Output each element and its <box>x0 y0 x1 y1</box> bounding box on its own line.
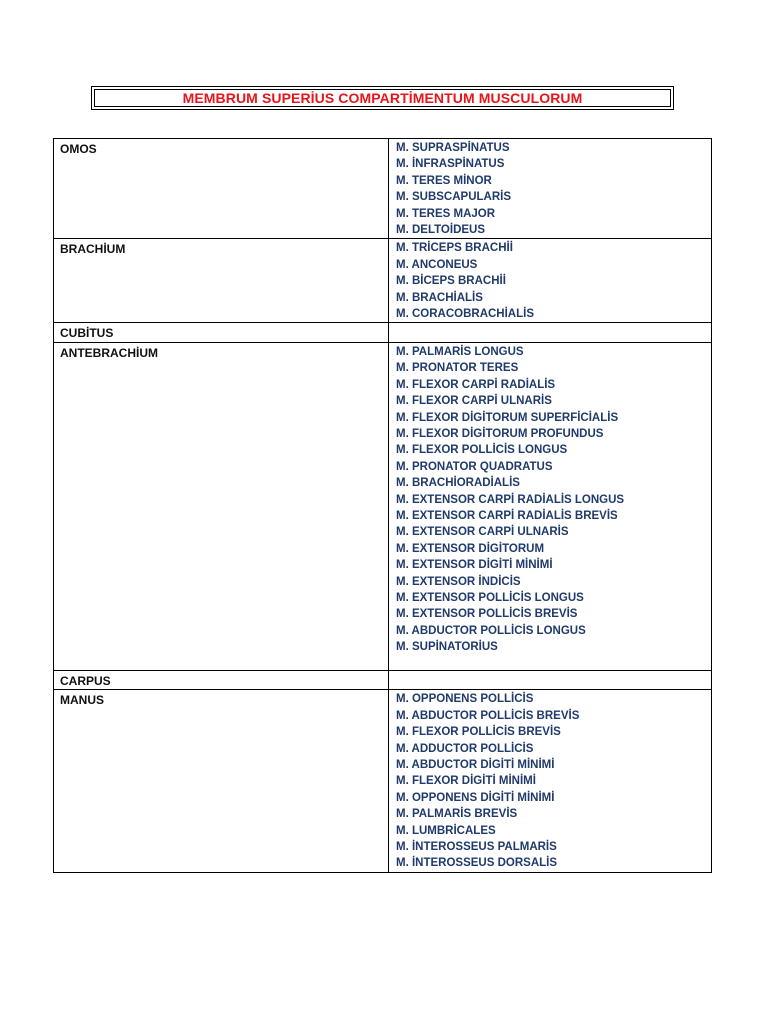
muscle-item: M. OPPONENS POLLİCİS <box>396 693 534 706</box>
region-cell <box>54 690 389 872</box>
muscle-table-body <box>54 139 712 873</box>
muscle-item: M. TERES MİNOR <box>396 174 492 187</box>
region-cell <box>54 239 389 323</box>
title-box-inner <box>94 89 671 107</box>
region-label: OMOS <box>60 142 97 156</box>
region-label: ANTEBRACHİUM <box>60 345 158 360</box>
muscle-item: M. ANCONEUS <box>396 258 478 271</box>
muscle-item: M. İNTEROSSEUS DORSALİS <box>396 857 558 870</box>
muscle-item: M. EXTENSOR DİGİTİ MİNİMİ <box>396 559 553 572</box>
muscle-item: M. SUPRASPİNATUS <box>396 142 510 154</box>
muscle-item: M. TERES MAJOR <box>396 207 496 220</box>
muscle-item: M. FLEXOR DİGİTORUM SUPERFİCİALİS <box>396 411 619 424</box>
muscle-item: M. SUPİNATORİUS <box>396 641 498 654</box>
muscle-item: M. EXTENSOR İNDİCİS <box>396 575 521 588</box>
region-label: CARPUS <box>60 673 111 688</box>
muscle-item: M. EXTENSOR CARPİ ULNARİS <box>396 526 569 539</box>
region-cell <box>54 323 389 342</box>
muscle-item: M. FLEXOR CARPİ RADİALİS <box>396 378 556 391</box>
muscle-item: M. FLEXOR DİGİTİ MİNİMİ <box>396 775 536 788</box>
muscle-item: M. ABDUCTOR POLLİCİS LONGUS <box>396 624 586 637</box>
muscle-list-cell <box>389 239 712 323</box>
muscle-item: M. EXTENSOR DİGİTORUM <box>396 542 545 555</box>
muscle-item: M. BİCEPS BRACHİİ <box>396 275 506 288</box>
muscle-item: M. BRACHİALİS <box>396 291 483 304</box>
muscle-item: M. BRACHİORADİALİS <box>396 477 520 490</box>
region-label: CUBİTUS <box>60 326 114 341</box>
muscle-item: M. PRONATOR TERES <box>396 362 519 375</box>
muscle-item: M. EXTENSOR CARPİ RADİALİS LONGUS <box>396 493 625 506</box>
table-row <box>54 670 712 689</box>
muscle-item: M. LUMBRİCALES <box>396 824 496 837</box>
table-row <box>54 139 712 239</box>
muscle-table <box>53 138 712 873</box>
muscle-item: M. İNTEROSSEUS PALMARİS <box>396 840 557 853</box>
region-cell <box>54 670 389 689</box>
muscle-item: M. ABDUCTOR DİGİTİ MİNİMİ <box>396 758 555 771</box>
region-label: MANUS <box>60 693 104 708</box>
muscle-item: M. DELTOİDEUS <box>396 224 486 237</box>
muscle-list-cell <box>389 139 712 239</box>
muscle-item: M. TRİCEPS BRACHİİ <box>396 242 513 255</box>
muscle-item: M. FLEXOR CARPİ ULNARİS <box>396 395 552 408</box>
title-box <box>91 86 674 110</box>
muscle-item: M. EXTENSOR POLLİCİS BREVİS <box>396 608 578 621</box>
document-title: MEMBRUM SUPERİUS COMPARTİMENTUM MUSCULORUM <box>182 90 583 106</box>
muscle-item: M. PALMARİS BREVİS <box>396 808 518 821</box>
muscle-item: M. PRONATOR QUADRATUS <box>396 460 553 473</box>
muscle-list-cell <box>389 323 712 342</box>
muscle-item: M. ADDUCTOR POLLİCİS <box>396 742 534 755</box>
muscle-item: M. OPPONENS DİGİTİ MİNİMİ <box>396 791 555 804</box>
region-cell <box>54 342 389 670</box>
muscle-item: M. EXTENSOR POLLİCİS LONGUS <box>396 591 584 604</box>
muscle-item: M. CORACOBRACHİALİS <box>396 308 534 321</box>
muscle-item: M. EXTENSOR CARPİ RADİALİS BREVİS <box>396 509 618 522</box>
muscle-item: M. ABDUCTOR POLLİCİS BREVİS <box>396 709 580 722</box>
muscle-item: M. FLEXOR POLLİCİS BREVİS <box>396 726 561 739</box>
muscle-list-cell <box>389 690 712 872</box>
muscle-list-cell <box>389 670 712 689</box>
muscle-item: M. FLEXOR POLLİCİS LONGUS <box>396 444 568 457</box>
table-row <box>54 690 712 872</box>
muscle-item: M. İNFRASPİNATUS <box>396 158 505 171</box>
muscle-list-cell <box>389 342 712 670</box>
muscle-item: M. FLEXOR DİGİTORUM PROFUNDUS <box>396 427 604 440</box>
region-cell <box>54 139 389 239</box>
table-row <box>54 323 712 342</box>
muscle-item: M. PALMARİS LONGUS <box>396 345 524 358</box>
muscle-item: M. SUBSCAPULARİS <box>396 191 512 204</box>
table-row <box>54 342 712 670</box>
table-row <box>54 239 712 323</box>
region-label: BRACHİUM <box>60 242 126 257</box>
